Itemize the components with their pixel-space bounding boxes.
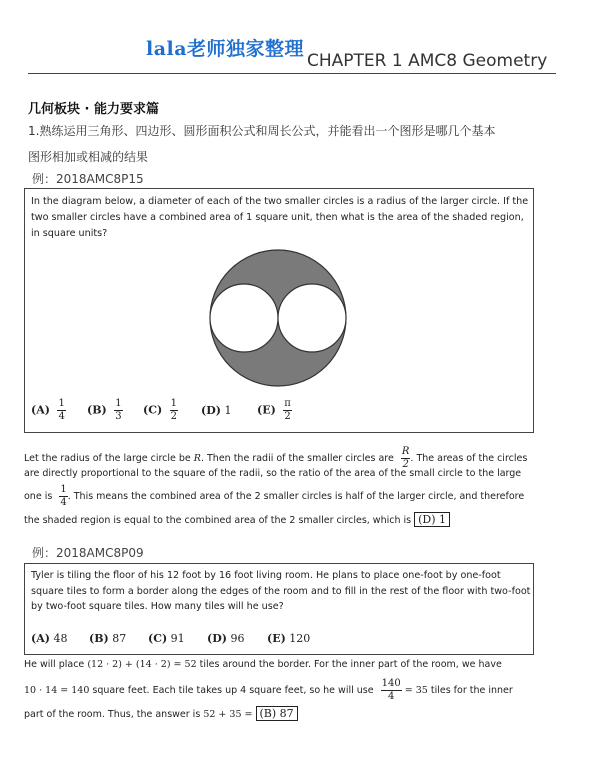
choice-letter: (C) [143,403,163,417]
solution-text: tiles around the border. For the inner part of the room, we have [199,659,502,670]
choice-fraction [170,398,178,423]
math-fraction [59,484,67,509]
choice-fraction [57,398,65,423]
math-fraction [381,678,402,703]
choice-letter: (D) [201,404,221,417]
chapter-title: CHAPTER 1 AMC8 Geometry [307,51,548,71]
fraction-denominator: 2 [170,411,178,422]
solution-1-line-2: are directly proportional to the square of the radii, so the ratio of the area of the small circle to the large [24,468,522,479]
choice-fraction [114,398,122,423]
example-1-problem-text: In the diagram below, a diameter of each of the two smaller circles is a radius of the larger circle. If the two smaller circles have a combined area of 1 square unit, then what is the area of the shaded region, in square units? [31,196,529,239]
choice-value: 87 [112,632,127,645]
math-expression: (12 · 2) + (14 · 2) = 52 [87,659,197,670]
fraction-numerator: R [401,446,410,457]
fraction-numerator: 1 [115,398,122,409]
fraction-numerator: 1 [60,484,67,495]
circles-diagram [208,248,348,388]
choice-letter: (A) [31,632,50,645]
choice-e [267,632,310,645]
choice-value: 48 [53,632,68,645]
choice-letter: (C) [148,632,168,645]
math-expression: 52 + 35 = [203,709,253,720]
choice-letter: (A) [31,403,50,417]
section-description-line-2: 图形相加或相减的结果 [28,150,149,164]
solution-text: square feet. Each tile takes up 4 square feet, so he will use [92,685,374,696]
solution-2-line-2 [24,678,513,703]
choice-letter: (B) [87,403,107,417]
fraction-denominator: 2 [402,459,409,470]
choice-a [31,632,67,645]
math-expression: = 35 [404,685,428,696]
fraction-numerator: π [284,398,291,409]
choice-d [207,632,244,645]
header-divider [28,73,556,74]
choice-a [31,398,66,423]
choice-fraction [283,398,292,423]
fraction-numerator: 1 [170,398,178,409]
fraction-denominator: 2 [284,411,291,422]
fraction-denominator: 4 [60,497,67,508]
fraction-denominator: 3 [115,411,122,422]
choice-letter: (E) [257,403,276,417]
solution-text: one is [24,491,53,502]
math-expression: 10 · 14 = 140 [24,685,90,696]
choice-value: 120 [289,632,311,645]
choice-value: 91 [170,632,185,645]
section-description-line-1: 1.熟练运用三角形、四边形、圆形面积公式和周长公式，并能看出一个图形是哪几个基本 [28,124,496,138]
solution-1-line-4 [24,512,450,527]
solution-text: the shaded region is equal to the combined area of the 2 smaller circles, which is [24,515,412,526]
choice-b [89,632,126,645]
fraction-denominator: 4 [58,411,65,422]
math-variable: R [193,453,201,464]
solution-text: part of the room. Thus, the answer is [24,709,201,720]
choice-letter: (D) [207,632,227,645]
small-circle-left [210,284,278,352]
solution-text: . The areas of the circles [410,453,528,464]
example-1-label: 例：2018AMC8P15 [32,172,144,186]
choice-value: 96 [230,632,245,645]
choice-e [257,398,292,423]
solution-1-line-3 [24,484,524,509]
solution-text: . This means the combined area of the 2 smaller circles is half of the larger circle, and therefore [67,491,525,502]
choice-d [201,404,231,417]
fraction-denominator: 4 [387,691,395,702]
solution-text: He will place [24,659,85,670]
example-2-label: 例：2018AMC8P09 [32,546,144,560]
solution-text: . Then the radii of the smaller circles are [200,453,394,464]
choice-c [143,398,178,423]
choice-letter: (E) [267,632,286,645]
choice-c [148,632,185,645]
fraction-numerator: 140 [381,678,401,689]
example-2-problem-text: Tyler is tiling the floor of his 12 foot by 16 foot living room. He plans to place one-foot by one-foot square tiles to form a border along the edges of the room and to fill in the rest of the floor with two-foot by two-foot square tiles. How many tiles will he use? [31,570,531,612]
solution-2-line-1 [24,659,502,670]
small-circle-right [278,284,346,352]
answer-box: (B) 87 [256,706,298,721]
fraction-numerator: 1 [58,398,65,409]
choice-value: 1 [224,404,232,417]
solution-text: tiles for the inner [430,685,513,696]
watermark-title: lala老师独家整理 [146,38,305,60]
choice-b [87,398,123,423]
choice-letter: (B) [89,632,109,645]
solution-2-line-3 [24,706,298,721]
solution-text: Let the radius of the large circle be [24,453,191,464]
section-title: 几何板块 · 能力要求篇 [28,102,159,117]
answer-box: (D) 1 [414,512,450,527]
